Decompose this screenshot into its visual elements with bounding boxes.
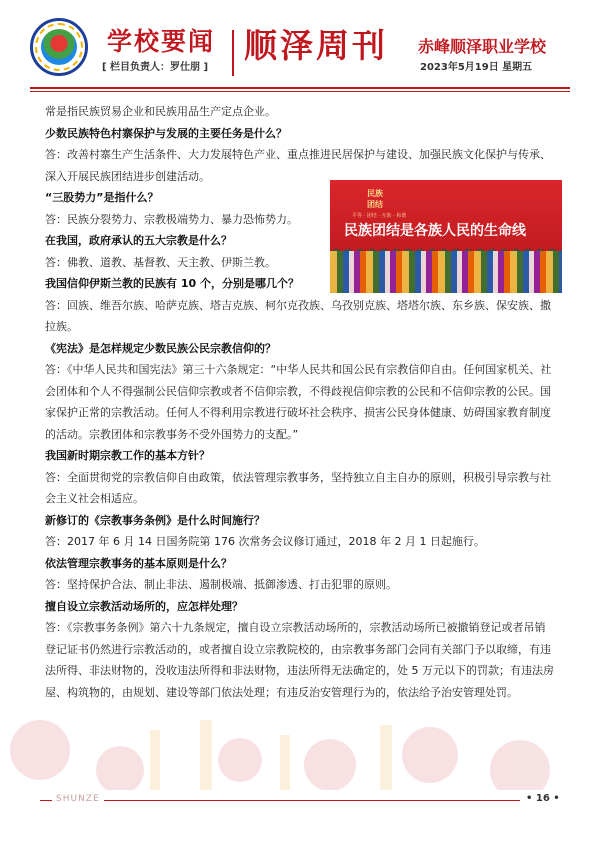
question: 我国新时期宗教工作的基本方针？	[45, 449, 210, 462]
question: “三股势力”是指什么？	[45, 191, 159, 204]
photo-subtext: 平等 · 团结 · 互助 · 和谐	[352, 213, 407, 219]
page-number: • 16 •	[526, 793, 560, 804]
answer: 答：全面贯彻党的宗教信仰自由政策，依法管理宗教事务，坚持独立自主自办的原则，积极引导宗教与社会主义社会相适应。	[45, 470, 551, 505]
question: 新修订的《宗教事务条例》是什么时间施行？	[45, 513, 265, 527]
answer: 答：改善村寨生产生活条件、大力发展特色产业、重点推进民居保护与建设、加强民族文化保护与传承、深入开展民族团结进步创建活动。	[45, 148, 551, 183]
header-rule	[30, 87, 570, 89]
answer: 答：民族分裂势力、宗教极端势力、暴力恐怖势力。	[45, 212, 298, 226]
answer: 答：佛教、道教、基督教、天主教、伊斯兰教。	[45, 255, 276, 269]
question: 少数民族特色村寨保护与发展的主要任务是什么？	[45, 126, 287, 140]
answer: 答：《中华人民共和国宪法》第三十六条规定：“中华人民共和国公民有宗教信仰自由。任何国家机关、社会团体和个人不得强制公民信仰宗教或者不信仰宗教，不得歧视信仰宗教的公民和不信仰宗教的公民。国家保护正常的宗教活动。任何人不得利用宗教进行破坏社会秩序、损害公民身体健康、妨碍国家教育制度的活动。宗教团体和宗教事务不受外国势力的支配。”	[45, 363, 552, 441]
photo-banner-text: 民族团结是各族人民的生命线	[344, 223, 526, 239]
photo-heading: 民族 团结	[367, 189, 383, 209]
footer-rule	[40, 800, 520, 801]
logo-emblem	[41, 29, 77, 65]
answer: 答：坚持保护合法、制止非法、遏制极端、抵御渗透、打击犯罪的原则。	[45, 578, 397, 591]
question: 《宪法》是怎样规定少数民族公民宗教信仰的？	[45, 341, 276, 355]
issue-date: 2023年5月19日 星期五	[420, 62, 533, 73]
answer: 常是指民族贸易企业和民族用品生产定点企业。	[45, 105, 276, 118]
section-title: 学校要闻	[107, 27, 216, 56]
header-rule-thin	[30, 91, 570, 92]
answer: 答：回族、维吾尔族、哈萨克族、塔吉克族、柯尔克孜族、乌孜别克族、塔塔尔族、东乡族、保安族、撒拉族。	[45, 298, 551, 333]
footer-brand: SHUNZE	[52, 794, 104, 804]
paper-title: 顺泽周刊	[244, 26, 388, 65]
page-header	[0, 0, 595, 92]
question: 在我国，政府承认的五大宗教是什么？	[45, 234, 232, 247]
footer-decoration	[0, 690, 595, 790]
question: 擅自设立宗教活动场所的，应怎样处理？	[45, 599, 243, 613]
question: 我国信仰伊斯兰教的民族有 10 个，分别是哪几个？	[45, 277, 299, 290]
section-editor: [ 栏目负责人：罗仕朋 ]	[102, 62, 209, 73]
article-body	[45, 101, 555, 703]
question: 依法管理宗教事务的基本原则是什么？	[45, 556, 232, 570]
school-logo	[30, 18, 88, 76]
school-name: 赤峰顺泽职业学校	[418, 37, 547, 56]
header-divider	[232, 30, 234, 76]
answer: 答：《宗教事务条例》第六十九条规定，擅自设立宗教活动场所的，宗教活动场所已被撤销登记或者吊销登记证书仍然进行宗教活动的，或者擅自设立宗教院校的，由宗教事务部门会同有关部门予以取缔，有违法所得、非法财物的，没收违法所得和非法财物，违法所得无法确定的，处 5 万元以下的罚款；有违法房屋、构筑物的，由规划、建设等部门依法处理；有违反治安管理行为的，依法给予治安管理处罚。	[45, 621, 554, 699]
answer: 答：2017 年 6 月 14 日国务院第 176 次常务会议修订通过，2018 年 2 月 1 日起施行。	[45, 535, 485, 548]
